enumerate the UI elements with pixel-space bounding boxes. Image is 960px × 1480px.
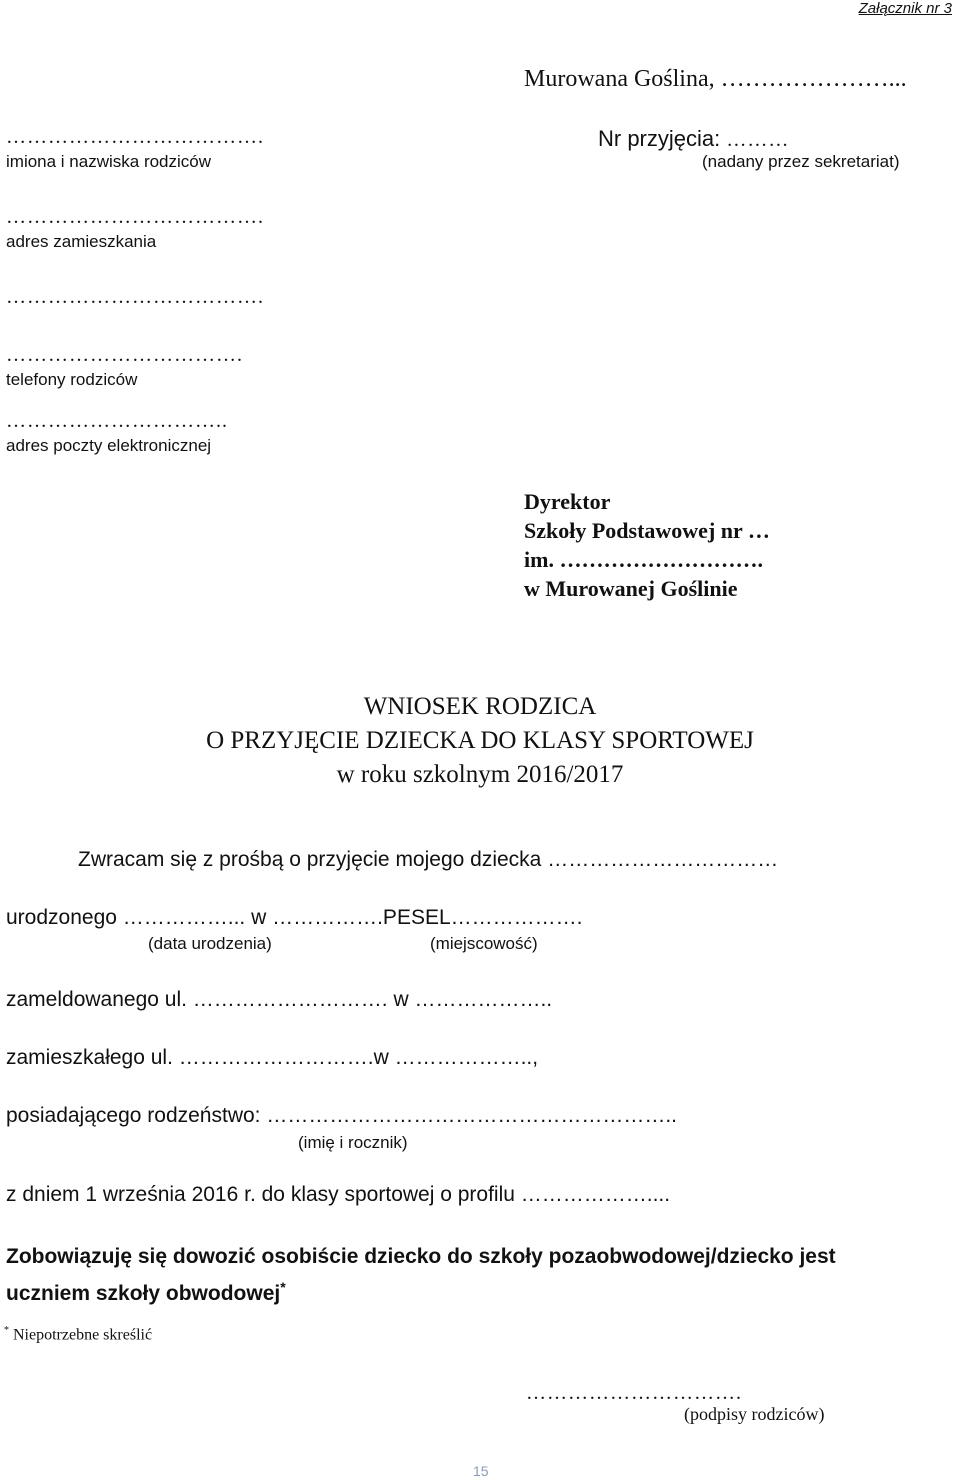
commitment-line-2 — [6, 1272, 836, 1309]
address-dots-1: ………………………………. — [6, 206, 264, 228]
admission-dots: ……… — [726, 129, 790, 151]
commitment-line-2-text: uczniem szkoły obwodowej — [6, 1282, 281, 1305]
from-date-line: z dniem 1 września 2016 r. do klasy sportowej o profilu ……………….... — [6, 1183, 671, 1206]
phones-dots: ……………………………. — [6, 344, 243, 366]
commitment-block — [6, 1241, 836, 1309]
place-date — [524, 66, 907, 93]
born-date-label: (data urodzenia) — [148, 934, 272, 953]
signature-label: (podpisy rodziców) — [684, 1404, 825, 1424]
commitment-line-1: Zobowiązuję się dowozić osobiście dziecko do szkoły pozaobwodowej/dziecko jest — [6, 1245, 836, 1268]
siblings-label: (imię i rocznik) — [298, 1133, 408, 1152]
place-text: Murowana Goślina, — [524, 66, 715, 92]
email-label: adres poczty elektronicznej — [6, 436, 212, 455]
title-line-1: WNIOSEK RODZICA — [363, 693, 597, 720]
admission-note: (nadany przez sekretariat) — [702, 152, 900, 171]
recipient-line-4: w Murowanej Goślinie — [524, 576, 738, 601]
born-line: urodzonego ……………... w …………….PESEL………………. — [6, 906, 583, 929]
email-dots: ………………………….. — [6, 410, 228, 432]
footnote — [4, 1325, 152, 1344]
born-place-label: (miejscowość) — [430, 934, 538, 953]
commitment-mark: * — [280, 1279, 286, 1295]
phones-label: telefony rodziców — [6, 370, 138, 389]
title-line-3: w roku szkolnym 2016/2017 — [336, 761, 624, 788]
recipient-block — [524, 487, 770, 603]
address-label: adres zamieszkania — [6, 232, 157, 251]
living-line: zamieszkałego ul. ……………………….w ……………….., — [6, 1046, 539, 1069]
signature-dots: …………………………. — [526, 1382, 742, 1404]
siblings-line: posiadającego rodzeństwo: ………………………………………………….. — [6, 1104, 678, 1127]
admission-label: Nr przyjęcia: — [598, 126, 721, 151]
address-dots-2: ………………………………. — [6, 286, 264, 308]
admission-number — [598, 126, 789, 152]
title-line-2: O PRZYJĘCIE DZIECKA DO KLASY SPORTOWEJ — [206, 727, 754, 754]
registered-line: zameldowanego ul. ………………………. w ……………….. — [6, 988, 553, 1011]
recipient-line-2: Szkoły Podstawowej nr … — [524, 518, 770, 543]
date-dots: …………………... — [720, 66, 907, 92]
annex-label: Załącznik nr 3 — [858, 0, 952, 17]
footnote-mark: * — [4, 1325, 9, 1336]
parents-names-label: imiona i nazwiska rodziców — [6, 152, 212, 171]
parents-names-dots: ………………………………. — [6, 126, 264, 148]
request-line: Zwracam się z prośbą o przyjęcie mojego dziecka …………………………… — [78, 848, 779, 871]
recipient-line-1: Dyrektor — [524, 489, 611, 514]
document-title — [0, 690, 960, 792]
recipient-line-3: im. ………………………. — [524, 547, 763, 572]
page-number: 15 — [473, 1463, 489, 1479]
footnote-text: Niepotrzebne skreślić — [13, 1326, 153, 1344]
